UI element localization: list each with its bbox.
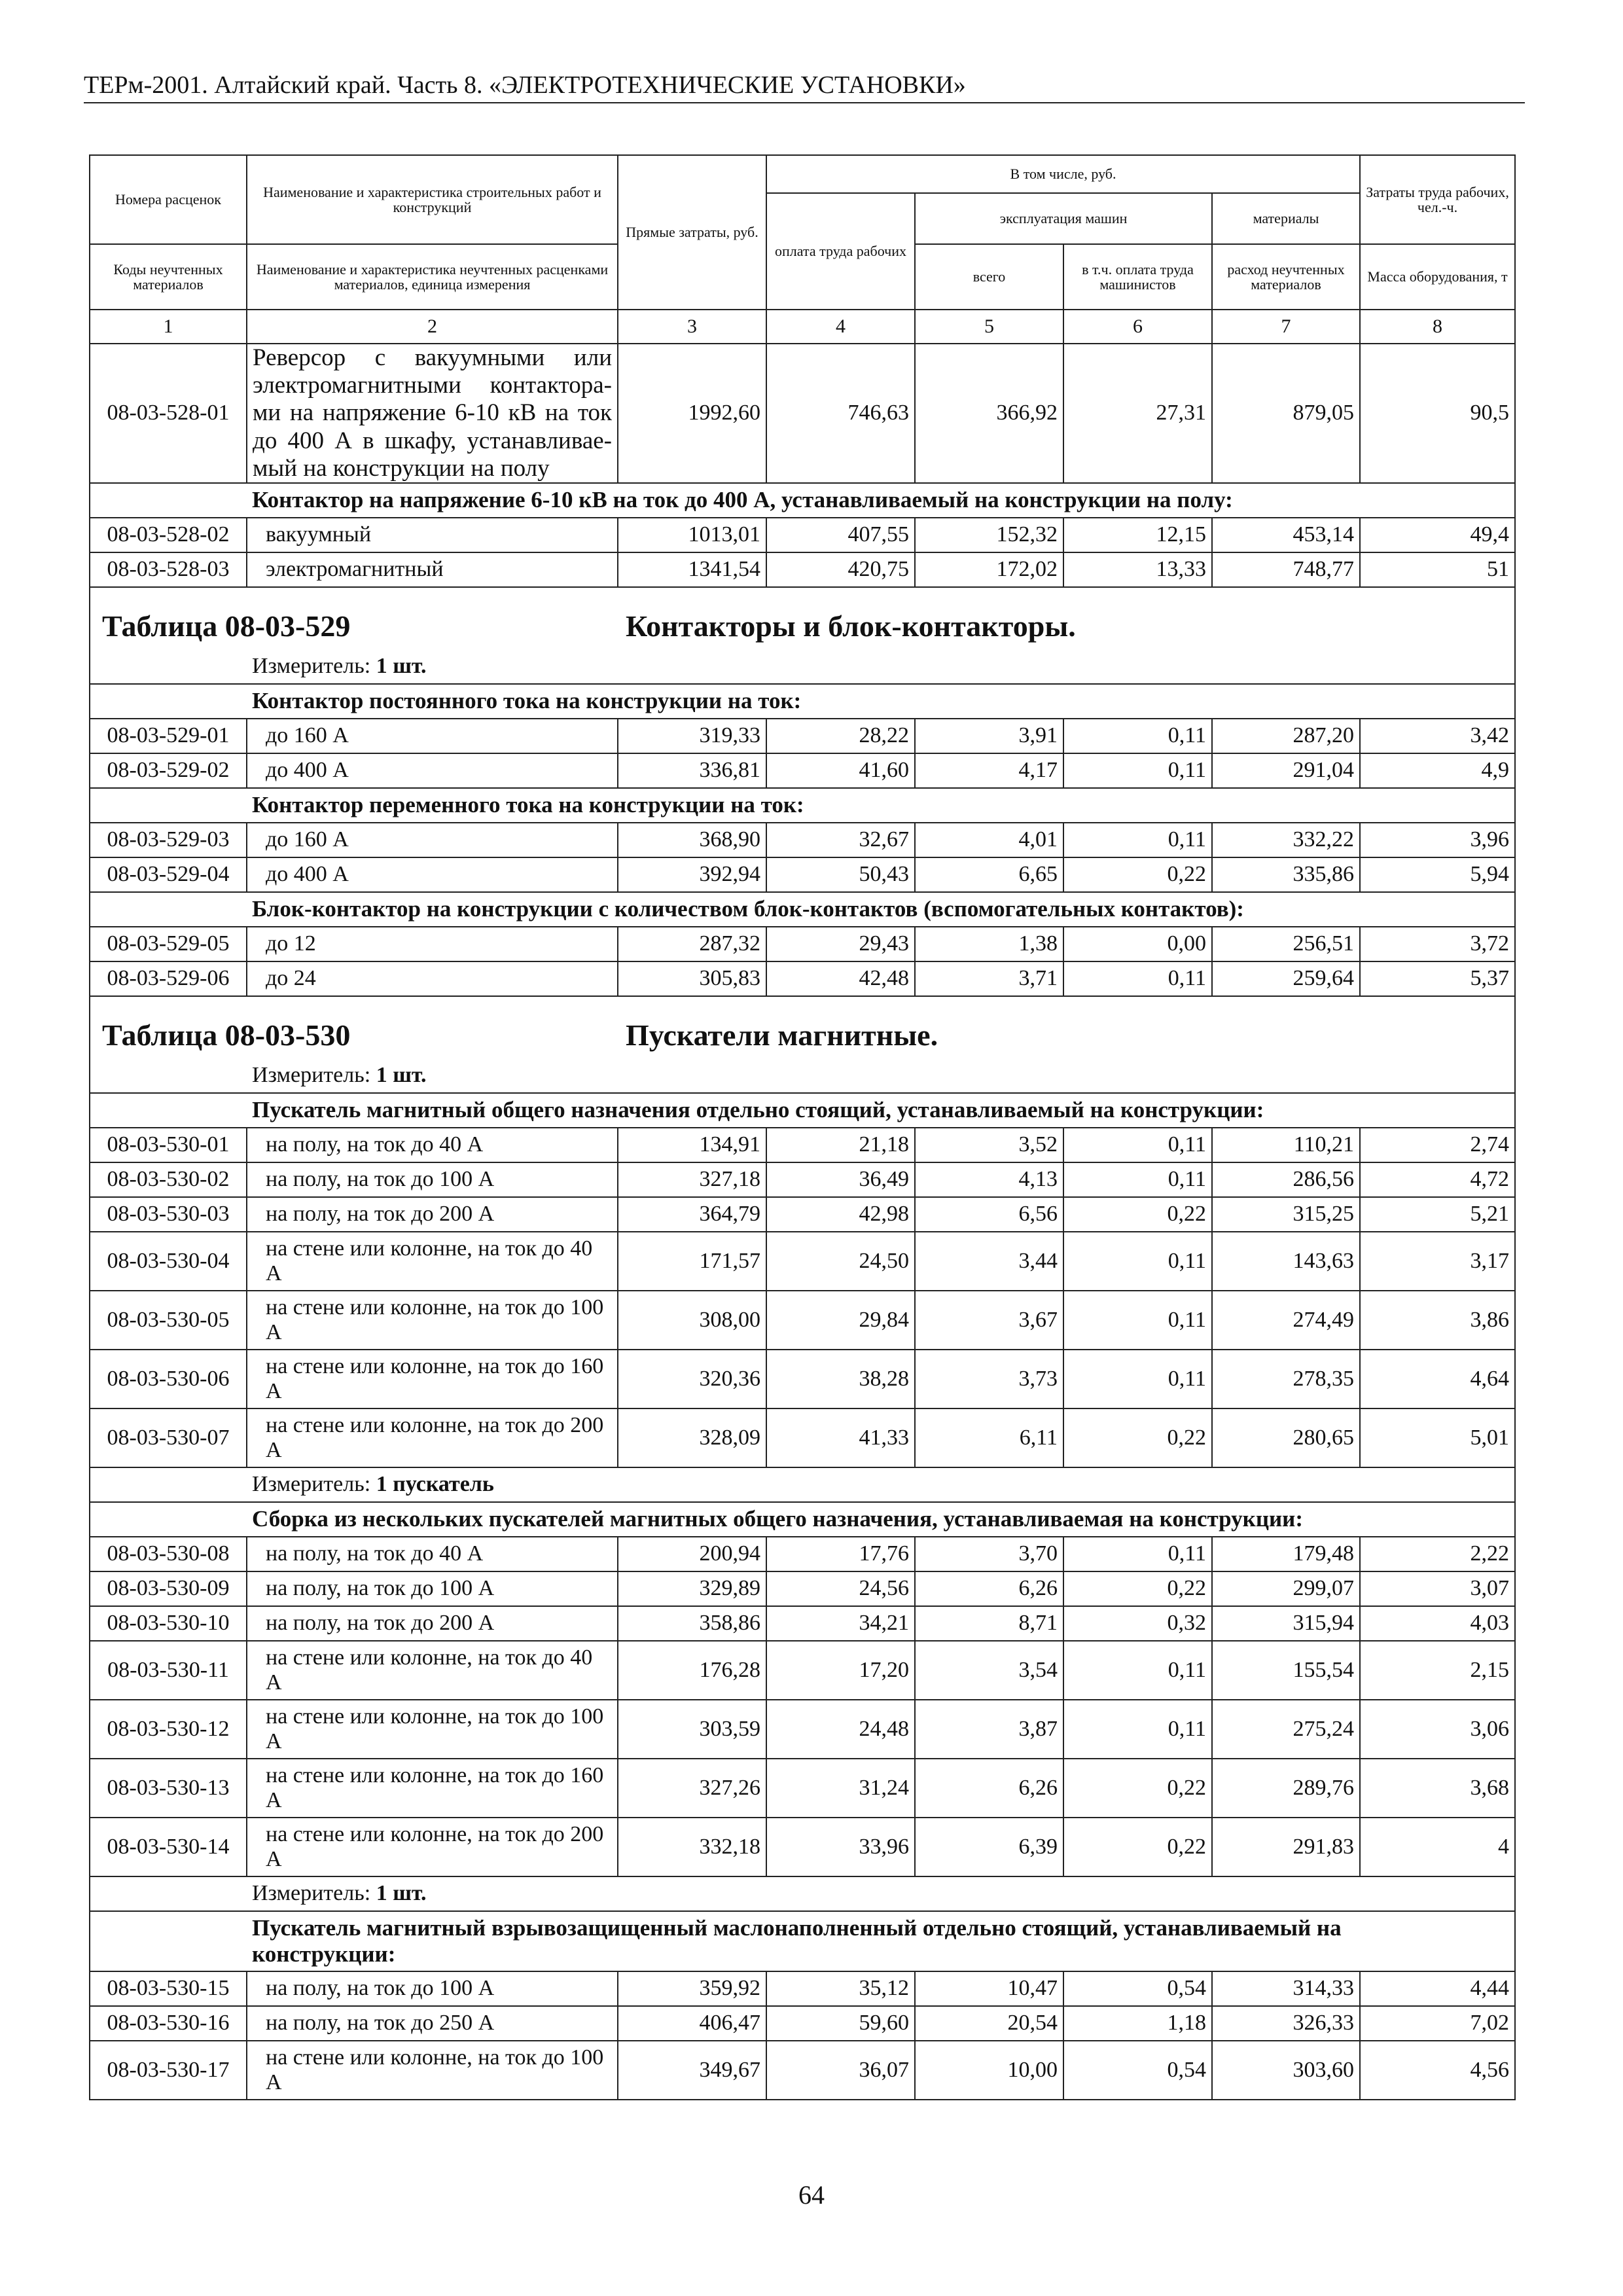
rate-wages: 17,76 xyxy=(766,1537,915,1571)
rate-machines: 10,00 xyxy=(915,2041,1063,2100)
rate-operators: 1,18 xyxy=(1063,2006,1212,2041)
measure-unit xyxy=(247,1059,1515,1093)
rate-operators: 0,11 xyxy=(1063,1537,1212,1571)
rate-labor: 4,64 xyxy=(1360,1350,1515,1408)
rate-name: до 400 А xyxy=(247,753,618,788)
table-row xyxy=(90,518,1515,552)
table-row xyxy=(90,552,1515,587)
rate-code: 08-03-530-13 xyxy=(90,1759,247,1818)
rate-labor: 4,44 xyxy=(1360,1971,1515,2006)
rate-materials: 453,14 xyxy=(1212,518,1360,552)
table-row xyxy=(90,927,1515,961)
rate-name: на полу, на ток до 200 А xyxy=(247,1197,618,1232)
rate-name: на стене или колонне, на ток до 200 А xyxy=(247,1408,618,1467)
rate-name: до 24 xyxy=(247,961,618,996)
rate-labor: 2,74 xyxy=(1360,1128,1515,1162)
rate-materials: 155,54 xyxy=(1212,1641,1360,1700)
rate-code: 08-03-529-06 xyxy=(90,961,247,996)
rate-operators: 0,11 xyxy=(1063,753,1212,788)
rate-wages: 35,12 xyxy=(766,1971,915,2006)
rate-name: Реверсор с вакуумными или электромагнитными контактора-ми на напряжение 6-10 кВ на ток до 400 А в шкафу, устанавливае-мый на конструкции на полу xyxy=(247,344,618,483)
rate-direct: 349,67 xyxy=(618,2041,766,2100)
rate-materials: 335,86 xyxy=(1212,857,1360,892)
rate-labor: 4,72 xyxy=(1360,1162,1515,1197)
table-row xyxy=(90,1350,1515,1408)
rate-operators: 0,22 xyxy=(1063,1759,1212,1818)
rate-name: на стене или колонне, на ток до 160 А xyxy=(247,1350,618,1408)
rate-name: до 160 А xyxy=(247,719,618,753)
rate-wages: 29,43 xyxy=(766,927,915,961)
rate-operators: 13,33 xyxy=(1063,552,1212,587)
rate-wages: 24,56 xyxy=(766,1571,915,1606)
rate-operators: 0,11 xyxy=(1063,719,1212,753)
rate-labor: 3,07 xyxy=(1360,1571,1515,1606)
column-number: 8 xyxy=(1360,310,1515,344)
header-machines-total: всего xyxy=(915,244,1063,310)
rate-direct: 327,18 xyxy=(618,1162,766,1197)
group-title: Пускатель магнитный взрывозащищенный маслонаполненный отдельно стоящий, устанавливаемый на конструкции: xyxy=(247,1911,1515,1971)
rate-wages: 41,33 xyxy=(766,1408,915,1467)
rate-direct: 1013,01 xyxy=(618,518,766,552)
rate-labor: 49,4 xyxy=(1360,518,1515,552)
rate-machines: 20,54 xyxy=(915,2006,1063,2041)
rate-materials: 303,60 xyxy=(1212,2041,1360,2100)
rate-direct: 1341,54 xyxy=(618,552,766,587)
rate-code: 08-03-530-05 xyxy=(90,1291,247,1350)
column-number: 1 xyxy=(90,310,247,344)
rate-wages: 42,48 xyxy=(766,961,915,996)
group-title: Сборка из нескольких пускателей магнитных общего назначения, устанавливаемая на конструкции: xyxy=(247,1502,1515,1537)
rate-name: на полу, на ток до 100 А xyxy=(247,1971,618,2006)
rate-code: 08-03-530-07 xyxy=(90,1408,247,1467)
rate-machines: 4,01 xyxy=(915,823,1063,857)
rate-wages: 29,84 xyxy=(766,1291,915,1350)
table-row xyxy=(90,753,1515,788)
rate-name: на полу, на ток до 40 А xyxy=(247,1128,618,1162)
rate-direct: 332,18 xyxy=(618,1818,766,1876)
rate-labor: 5,21 xyxy=(1360,1197,1515,1232)
table-row xyxy=(90,1408,1515,1467)
table-row xyxy=(90,344,1515,483)
rate-operators: 0,00 xyxy=(1063,927,1212,961)
rate-machines: 4,17 xyxy=(915,753,1063,788)
rate-wages: 36,07 xyxy=(766,2041,915,2100)
table-row xyxy=(90,961,1515,996)
rate-direct: 320,36 xyxy=(618,1350,766,1408)
measure-label: Измеритель: xyxy=(252,654,371,679)
rate-labor: 5,94 xyxy=(1360,857,1515,892)
header-wages: оплата труда рабочих xyxy=(766,193,915,310)
rate-materials: 289,76 xyxy=(1212,1759,1360,1818)
table-row xyxy=(90,1700,1515,1759)
rate-materials: 275,24 xyxy=(1212,1700,1360,1759)
rate-code: 08-03-529-02 xyxy=(90,753,247,788)
rate-materials: 287,20 xyxy=(1212,719,1360,753)
rate-machines: 6,26 xyxy=(915,1759,1063,1818)
rate-machines: 3,73 xyxy=(915,1350,1063,1408)
rate-wages: 28,22 xyxy=(766,719,915,753)
rate-labor: 3,72 xyxy=(1360,927,1515,961)
rate-machines: 3,87 xyxy=(915,1700,1063,1759)
table-id: Таблица 08-03-530 xyxy=(102,1018,351,1052)
rate-wages: 24,48 xyxy=(766,1700,915,1759)
rate-wages: 407,55 xyxy=(766,518,915,552)
header-machines: эксплуатация машин xyxy=(915,193,1212,244)
rate-direct: 176,28 xyxy=(618,1641,766,1700)
header-name: Наименование и характеристика строительных работ и конструкций xyxy=(247,155,618,244)
rate-operators: 0,11 xyxy=(1063,1128,1212,1162)
rate-wages: 50,43 xyxy=(766,857,915,892)
header-materials: материалы xyxy=(1212,193,1360,244)
rate-name: до 160 А xyxy=(247,823,618,857)
rate-labor: 4,03 xyxy=(1360,1606,1515,1641)
rate-operators: 0,11 xyxy=(1063,1641,1212,1700)
table-row xyxy=(90,2006,1515,2041)
rate-materials: 259,64 xyxy=(1212,961,1360,996)
rate-name: на стене или колонне, на ток до 100 А xyxy=(247,1700,618,1759)
rate-code: 08-03-530-16 xyxy=(90,2006,247,2041)
rate-operators: 0,22 xyxy=(1063,1408,1212,1467)
rate-operators: 0,11 xyxy=(1063,1350,1212,1408)
rate-labor: 3,86 xyxy=(1360,1291,1515,1350)
group-title: Контактор постоянного тока на конструкции на ток: xyxy=(247,684,1515,719)
rate-name: на полу, на ток до 40 А xyxy=(247,1537,618,1571)
rate-materials: 280,65 xyxy=(1212,1408,1360,1467)
rate-machines: 1,38 xyxy=(915,927,1063,961)
rate-code: 08-03-530-12 xyxy=(90,1700,247,1759)
rate-name: на стене или колонне, на ток до 200 А xyxy=(247,1818,618,1876)
rate-operators: 0,11 xyxy=(1063,961,1212,996)
header-name-materials: Наименование и характеристика неучтенных расценками материалов, единица измерения xyxy=(247,244,618,310)
table-row xyxy=(90,1971,1515,2006)
rate-code: 08-03-530-06 xyxy=(90,1350,247,1408)
rate-operators: 0,54 xyxy=(1063,2041,1212,2100)
group-title: Контактор переменного тока на конструкции на ток: xyxy=(247,788,1515,823)
table-row xyxy=(90,1818,1515,1876)
rate-direct: 305,83 xyxy=(618,961,766,996)
rate-materials: 143,63 xyxy=(1212,1232,1360,1291)
rate-labor: 51 xyxy=(1360,552,1515,587)
rate-operators: 12,15 xyxy=(1063,518,1212,552)
column-number: 5 xyxy=(915,310,1063,344)
measure-value: 1 шт. xyxy=(376,1063,427,1088)
rate-direct: 358,86 xyxy=(618,1606,766,1641)
rate-labor: 3,96 xyxy=(1360,823,1515,857)
rate-machines: 6,26 xyxy=(915,1571,1063,1606)
rate-direct: 171,57 xyxy=(618,1232,766,1291)
rate-code: 08-03-529-05 xyxy=(90,927,247,961)
rate-code: 08-03-528-01 xyxy=(90,344,247,483)
rate-name: на стене или колонне, на ток до 40 А xyxy=(247,1641,618,1700)
table-row xyxy=(90,823,1515,857)
header-mass: Масса оборудования, т xyxy=(1360,244,1515,310)
measure-unit xyxy=(247,1876,1515,1911)
group-title: Контактор на напряжение 6-10 кВ на ток до 400 А, устанавливаемый на конструкции на полу: xyxy=(247,483,1515,518)
rate-direct: 364,79 xyxy=(618,1197,766,1232)
rate-direct: 406,47 xyxy=(618,2006,766,2041)
table-title: Контакторы и блок-контакторы. xyxy=(626,609,1076,643)
rate-code: 08-03-530-08 xyxy=(90,1537,247,1571)
rate-wages: 31,24 xyxy=(766,1759,915,1818)
rate-code: 08-03-528-03 xyxy=(90,552,247,587)
rate-machines: 6,65 xyxy=(915,857,1063,892)
table-row xyxy=(90,857,1515,892)
rate-code: 08-03-529-03 xyxy=(90,823,247,857)
rate-wages: 24,50 xyxy=(766,1232,915,1291)
rate-materials: 748,77 xyxy=(1212,552,1360,587)
rate-materials: 315,25 xyxy=(1212,1197,1360,1232)
table-title: Пускатели магнитные. xyxy=(626,1018,938,1052)
group-title: Пускатель магнитный общего назначения отдельно стоящий, устанавливаемый на конструкции: xyxy=(247,1093,1515,1128)
rate-direct: 1992,60 xyxy=(618,344,766,483)
rate-wages: 36,49 xyxy=(766,1162,915,1197)
rate-machines: 4,13 xyxy=(915,1162,1063,1197)
rate-materials: 332,22 xyxy=(1212,823,1360,857)
rate-materials: 314,33 xyxy=(1212,1971,1360,2006)
rate-machines: 3,71 xyxy=(915,961,1063,996)
column-number: 2 xyxy=(247,310,618,344)
rate-code: 08-03-530-09 xyxy=(90,1571,247,1606)
rate-name: на полу, на ток до 100 А xyxy=(247,1571,618,1606)
rate-labor: 2,15 xyxy=(1360,1641,1515,1700)
table-row xyxy=(90,1606,1515,1641)
rate-labor: 90,5 xyxy=(1360,344,1515,483)
rate-code: 08-03-530-10 xyxy=(90,1606,247,1641)
rate-code: 08-03-530-14 xyxy=(90,1818,247,1876)
rate-operators: 0,11 xyxy=(1063,1162,1212,1197)
rate-code: 08-03-530-02 xyxy=(90,1162,247,1197)
rate-name: на полу, на ток до 200 А xyxy=(247,1606,618,1641)
rate-machines: 3,91 xyxy=(915,719,1063,753)
measure-label: Измеритель: xyxy=(252,1881,371,1906)
rate-materials: 286,56 xyxy=(1212,1162,1360,1197)
rate-code: 08-03-529-01 xyxy=(90,719,247,753)
rate-wages: 38,28 xyxy=(766,1350,915,1408)
rate-operators: 0,22 xyxy=(1063,1197,1212,1232)
group-title: Блок-контактор на конструкции с количеством блок-контактов (вспомогательных контактов): xyxy=(247,892,1515,927)
measure-unit xyxy=(247,1467,1515,1502)
rate-code: 08-03-529-04 xyxy=(90,857,247,892)
table-row xyxy=(90,1232,1515,1291)
rate-materials: 291,04 xyxy=(1212,753,1360,788)
rate-operators: 0,32 xyxy=(1063,1606,1212,1641)
header-codes: Номера расценок xyxy=(90,155,247,244)
table-id: Таблица 08-03-529 xyxy=(102,609,351,643)
rate-code: 08-03-530-15 xyxy=(90,1971,247,2006)
header-operators-wages: в т.ч. оплата труда машинистов xyxy=(1063,244,1212,310)
table-row xyxy=(90,2041,1515,2100)
rate-direct: 336,81 xyxy=(618,753,766,788)
header-codes-materials: Коды неучтенных материалов xyxy=(90,244,247,310)
table-row xyxy=(90,1162,1515,1197)
rate-materials: 315,94 xyxy=(1212,1606,1360,1641)
rate-wages: 59,60 xyxy=(766,2006,915,2041)
rate-wages: 746,63 xyxy=(766,344,915,483)
rate-machines: 3,44 xyxy=(915,1232,1063,1291)
rate-materials: 274,49 xyxy=(1212,1291,1360,1350)
rate-operators: 0,22 xyxy=(1063,1818,1212,1876)
rate-operators: 27,31 xyxy=(1063,344,1212,483)
rate-labor: 5,01 xyxy=(1360,1408,1515,1467)
rate-wages: 42,98 xyxy=(766,1197,915,1232)
table-row xyxy=(90,1537,1515,1571)
rate-direct: 303,59 xyxy=(618,1700,766,1759)
rate-operators: 0,54 xyxy=(1063,1971,1212,2006)
rate-operators: 0,11 xyxy=(1063,1291,1212,1350)
measure-label: Измеритель: xyxy=(252,1063,371,1088)
rate-operators: 0,22 xyxy=(1063,1571,1212,1606)
rate-code: 08-03-530-04 xyxy=(90,1232,247,1291)
rate-name: на стене или колонне, на ток до 40 А xyxy=(247,1232,618,1291)
rate-operators: 0,11 xyxy=(1063,823,1212,857)
rate-name: на стене или колонне, на ток до 100 А xyxy=(247,1291,618,1350)
rate-machines: 366,92 xyxy=(915,344,1063,483)
rate-code: 08-03-530-03 xyxy=(90,1197,247,1232)
table-row xyxy=(90,1291,1515,1350)
rate-direct: 327,26 xyxy=(618,1759,766,1818)
rate-machines: 172,02 xyxy=(915,552,1063,587)
rate-machines: 10,47 xyxy=(915,1971,1063,2006)
measure-value: 1 пускатель xyxy=(376,1472,494,1497)
page-number: 64 xyxy=(798,2180,825,2210)
rate-direct: 308,00 xyxy=(618,1291,766,1350)
rate-labor: 5,37 xyxy=(1360,961,1515,996)
rate-machines: 6,11 xyxy=(915,1408,1063,1467)
table-row xyxy=(90,1571,1515,1606)
rate-machines: 152,32 xyxy=(915,518,1063,552)
header-direct-costs: Прямые затраты, руб. xyxy=(618,155,766,310)
column-number: 3 xyxy=(618,310,766,344)
rate-materials: 256,51 xyxy=(1212,927,1360,961)
rate-name: вакуумный xyxy=(247,518,618,552)
rate-direct: 134,91 xyxy=(618,1128,766,1162)
rate-name: до 12 xyxy=(247,927,618,961)
rate-labor: 3,17 xyxy=(1360,1232,1515,1291)
measure-value: 1 шт. xyxy=(376,1881,427,1906)
rates-table xyxy=(89,154,1516,2100)
header-including: В том числе, руб. xyxy=(766,155,1360,193)
rate-direct: 328,09 xyxy=(618,1408,766,1467)
rate-wages: 41,60 xyxy=(766,753,915,788)
rate-machines: 3,52 xyxy=(915,1128,1063,1162)
measure-label: Измеритель: xyxy=(252,1472,371,1497)
rate-machines: 6,39 xyxy=(915,1818,1063,1876)
rate-machines: 8,71 xyxy=(915,1606,1063,1641)
column-numbers xyxy=(90,310,1515,344)
page-header: ТЕРм-2001. Алтайский край. Часть 8. «ЭЛЕКТРОТЕХНИЧЕСКИЕ УСТАНОВКИ» xyxy=(84,71,1525,103)
rate-materials: 179,48 xyxy=(1212,1537,1360,1571)
rate-code: 08-03-528-02 xyxy=(90,518,247,552)
header-labor: Затраты труда рабочих, чел.-ч. xyxy=(1360,155,1515,244)
column-number: 7 xyxy=(1212,310,1360,344)
rate-labor: 3,06 xyxy=(1360,1700,1515,1759)
rate-name: электромагнитный xyxy=(247,552,618,587)
rate-direct: 329,89 xyxy=(618,1571,766,1606)
rate-machines: 3,67 xyxy=(915,1291,1063,1350)
measure-unit xyxy=(247,650,1515,684)
rate-operators: 0,11 xyxy=(1063,1232,1212,1291)
rate-direct: 392,94 xyxy=(618,857,766,892)
rate-labor: 3,68 xyxy=(1360,1759,1515,1818)
rate-materials: 278,35 xyxy=(1212,1350,1360,1408)
rate-materials: 879,05 xyxy=(1212,344,1360,483)
column-number: 6 xyxy=(1063,310,1212,344)
rate-wages: 17,20 xyxy=(766,1641,915,1700)
rate-materials: 291,83 xyxy=(1212,1818,1360,1876)
rate-materials: 110,21 xyxy=(1212,1128,1360,1162)
rate-wages: 32,67 xyxy=(766,823,915,857)
rate-direct: 359,92 xyxy=(618,1971,766,2006)
rate-wages: 21,18 xyxy=(766,1128,915,1162)
rate-name: на полу, на ток до 250 А xyxy=(247,2006,618,2041)
table-row xyxy=(90,1197,1515,1232)
measure-value: 1 шт. xyxy=(376,654,427,679)
rate-labor: 4,56 xyxy=(1360,2041,1515,2100)
rate-operators: 0,11 xyxy=(1063,1700,1212,1759)
rate-machines: 3,54 xyxy=(915,1641,1063,1700)
rate-name: на полу, на ток до 100 А xyxy=(247,1162,618,1197)
column-number: 4 xyxy=(766,310,915,344)
table-row xyxy=(90,1759,1515,1818)
rate-machines: 3,70 xyxy=(915,1537,1063,1571)
table-row xyxy=(90,1128,1515,1162)
rate-wages: 420,75 xyxy=(766,552,915,587)
rate-wages: 33,96 xyxy=(766,1818,915,1876)
rate-direct: 200,94 xyxy=(618,1537,766,1571)
rate-operators: 0,22 xyxy=(1063,857,1212,892)
rate-code: 08-03-530-01 xyxy=(90,1128,247,1162)
rate-labor: 4,9 xyxy=(1360,753,1515,788)
rate-code: 08-03-530-11 xyxy=(90,1641,247,1700)
rate-name: на стене или колонне, на ток до 100 А xyxy=(247,2041,618,2100)
rate-direct: 287,32 xyxy=(618,927,766,961)
table-row xyxy=(90,719,1515,753)
rate-labor: 4 xyxy=(1360,1818,1515,1876)
rate-machines: 6,56 xyxy=(915,1197,1063,1232)
rate-name: на стене или колонне, на ток до 160 А xyxy=(247,1759,618,1818)
rate-labor: 2,22 xyxy=(1360,1537,1515,1571)
rate-materials: 326,33 xyxy=(1212,2006,1360,2041)
rate-wages: 34,21 xyxy=(766,1606,915,1641)
rate-name: до 400 А xyxy=(247,857,618,892)
rate-materials: 299,07 xyxy=(1212,1571,1360,1606)
rate-code: 08-03-530-17 xyxy=(90,2041,247,2100)
rate-direct: 319,33 xyxy=(618,719,766,753)
table-row xyxy=(90,1641,1515,1700)
rate-labor: 3,42 xyxy=(1360,719,1515,753)
rate-labor: 7,02 xyxy=(1360,2006,1515,2041)
rate-direct: 368,90 xyxy=(618,823,766,857)
header-materials-usage: расход неучтенных материалов xyxy=(1212,244,1360,310)
